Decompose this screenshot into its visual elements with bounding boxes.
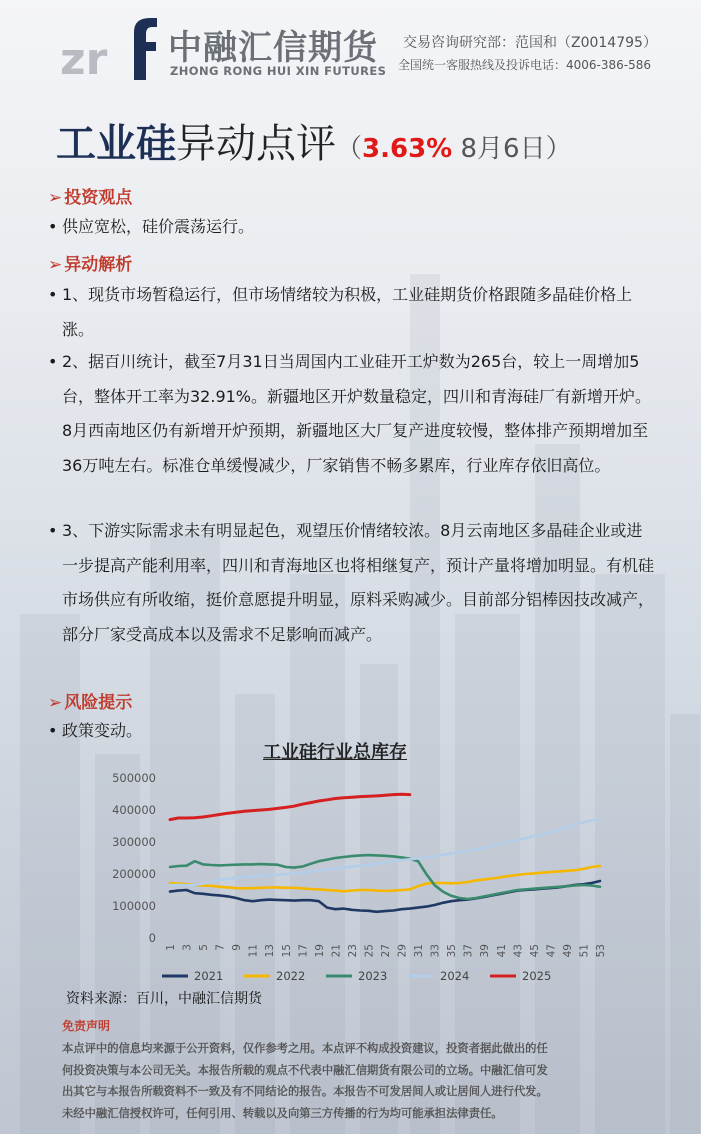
x-tick-label: 29 bbox=[396, 944, 409, 958]
legend-label-2023: 2023 bbox=[358, 969, 388, 983]
y-tick-label: 0 bbox=[148, 931, 156, 945]
x-tick-label: 3 bbox=[181, 944, 194, 951]
x-tick-label: 45 bbox=[528, 944, 541, 958]
y-tick-label: 400000 bbox=[112, 803, 156, 817]
y-tick-label: 100000 bbox=[112, 899, 156, 913]
x-tick-label: 37 bbox=[462, 944, 475, 958]
bullet-icon: • bbox=[48, 217, 58, 236]
analysis-point-1 bbox=[48, 278, 658, 347]
header bbox=[0, 0, 701, 100]
x-tick-label: 49 bbox=[561, 944, 574, 958]
y-tick-label: 500000 bbox=[112, 771, 156, 785]
title-change: 3.63% bbox=[362, 134, 453, 164]
series-line-2025 bbox=[170, 794, 410, 819]
disclaimer-line: 何投资决策与本公司无关。本报告所载的观点不代表中融汇信期货有限公司的立场。中融汇信可发 bbox=[62, 1063, 548, 1077]
page-title bbox=[56, 112, 572, 169]
x-tick-label: 31 bbox=[413, 944, 426, 958]
x-tick-label: 19 bbox=[313, 944, 326, 958]
x-tick-label: 27 bbox=[380, 944, 392, 958]
x-tick-label: 17 bbox=[297, 944, 310, 958]
section-heading-view bbox=[48, 183, 132, 208]
disclaimer-title: 免责声明 bbox=[62, 1019, 111, 1033]
section-heading-text: 风险提示 bbox=[64, 693, 133, 713]
paragraph-text: 3、下游实际需求未有明显起色，观望压价情绪较浓。8月云南地区多晶硅企业或进一步提高产能利用率，四川和青海地区也将相继复产，预计产量将增加明显。有机硅市场供应有所收缩，挺价意愿提升明显，原料采购减少。目前部分铝棒因技改减产，部分厂家受高成本以及需求不足影响而减产。 bbox=[62, 521, 655, 644]
series-line-2021 bbox=[170, 881, 600, 912]
x-tick-label: 33 bbox=[429, 944, 442, 958]
title-product: 工业硅 bbox=[56, 121, 176, 167]
title-date: 8月6日） bbox=[452, 134, 572, 164]
x-tick-label: 53 bbox=[595, 944, 607, 958]
paragraph-text: 1、现货市场暂稳运行，但市场情绪较为积极，工业硅期货价格跟随多晶硅价格上涨。 bbox=[62, 285, 633, 339]
section-heading-analysis bbox=[48, 250, 132, 275]
x-tick-label: 13 bbox=[264, 944, 277, 958]
x-tick-label: 35 bbox=[446, 944, 459, 958]
section-heading-text: 投资观点 bbox=[64, 188, 133, 208]
research-contact: 交易咨询研究部：范国和（Z0014795） bbox=[403, 35, 657, 51]
paragraph-text: 政策变动。 bbox=[62, 721, 143, 740]
analysis-point-2 bbox=[48, 345, 658, 483]
legend-label-2024: 2024 bbox=[440, 969, 470, 983]
arrow-icon: ➢ bbox=[48, 255, 63, 275]
company-name-en: ZHONG RONG HUI XIN FUTURES bbox=[170, 64, 387, 78]
section-heading-risk bbox=[48, 688, 132, 713]
x-tick-label: 39 bbox=[479, 944, 492, 958]
x-tick-label: 1 bbox=[165, 944, 177, 951]
y-tick-label: 300000 bbox=[112, 835, 156, 849]
x-tick-label: 23 bbox=[346, 944, 359, 958]
title-paren: （ bbox=[336, 134, 363, 164]
x-tick-label: 5 bbox=[198, 944, 211, 951]
bullet-icon: • bbox=[48, 521, 58, 540]
hotline-contact: 全国统一客服热线及投诉电话：4006-386-586 bbox=[398, 58, 652, 72]
paragraph-text: 2、据百川统计，截至7月31日当周国内工业硅开工炉数为265台，较上一周增加5台，整体开工率为32.91%。新疆地区开炉数量稳定，四川和青海硅厂有新增开炉。8月西南地区仍有新增开炉预期，新疆地区大厂复产进度较慢，整体排产预期增加至36万吨左右。标准仓单缓慢减少，厂家销售不畅多累库，行业库存依旧高位。 bbox=[62, 352, 652, 475]
disclaimer-line: 未经中融汇信授权许可，任何引用、转载以及向第三方传播的行为均可能承担法律责任。 bbox=[62, 1106, 503, 1120]
y-tick-label: 200000 bbox=[112, 867, 156, 881]
arrow-icon: ➢ bbox=[48, 188, 63, 208]
x-tick-label: 47 bbox=[545, 944, 558, 958]
chart-title: 工业硅行业总库存 bbox=[263, 742, 407, 763]
x-tick-label: 11 bbox=[247, 944, 260, 958]
view-paragraph bbox=[48, 210, 658, 245]
bullet-icon: • bbox=[48, 721, 58, 740]
x-tick-label: 25 bbox=[363, 944, 376, 958]
section-heading-text: 异动解析 bbox=[64, 255, 133, 275]
data-source: 资料来源：百川，中融汇信期货 bbox=[66, 991, 262, 1007]
arrow-icon: ➢ bbox=[48, 693, 63, 713]
disclaimer-line: 本点评中的信息均来源于公开资料，仅作参考之用。本点评不构成投资建议，投资者据此做出的任 bbox=[62, 1042, 548, 1055]
legend-label-2022: 2022 bbox=[276, 969, 306, 983]
bullet-icon: • bbox=[48, 352, 58, 371]
x-tick-label: 43 bbox=[512, 944, 525, 958]
disclaimer-body bbox=[62, 1038, 642, 1124]
legend-label-2021: 2021 bbox=[194, 969, 224, 983]
company-name-cn: 中融汇信期货 bbox=[168, 28, 378, 68]
title-subject: 异动点评 bbox=[176, 121, 336, 167]
inventory-line-chart bbox=[100, 760, 620, 988]
x-tick-label: 51 bbox=[578, 944, 591, 958]
series-line-2024 bbox=[170, 820, 600, 886]
x-tick-label: 9 bbox=[231, 944, 244, 951]
company-logo-icon bbox=[60, 12, 158, 82]
x-tick-label: 15 bbox=[280, 944, 293, 958]
disclaimer-line: 出其它与本报告所载资料不一致及有不同结论的报告。本报告不可发居间人或让居间人进行代发。 bbox=[62, 1085, 548, 1098]
x-tick-label: 21 bbox=[330, 944, 343, 958]
x-tick-label: 7 bbox=[214, 944, 227, 951]
analysis-point-3 bbox=[48, 514, 658, 652]
bullet-icon: • bbox=[48, 285, 58, 304]
svg-text:zr: zr bbox=[60, 34, 108, 82]
x-tick-label: 41 bbox=[495, 944, 508, 958]
paragraph-text: 供应宽松，硅价震荡运行。 bbox=[62, 217, 255, 236]
legend-label-2025: 2025 bbox=[522, 969, 552, 983]
